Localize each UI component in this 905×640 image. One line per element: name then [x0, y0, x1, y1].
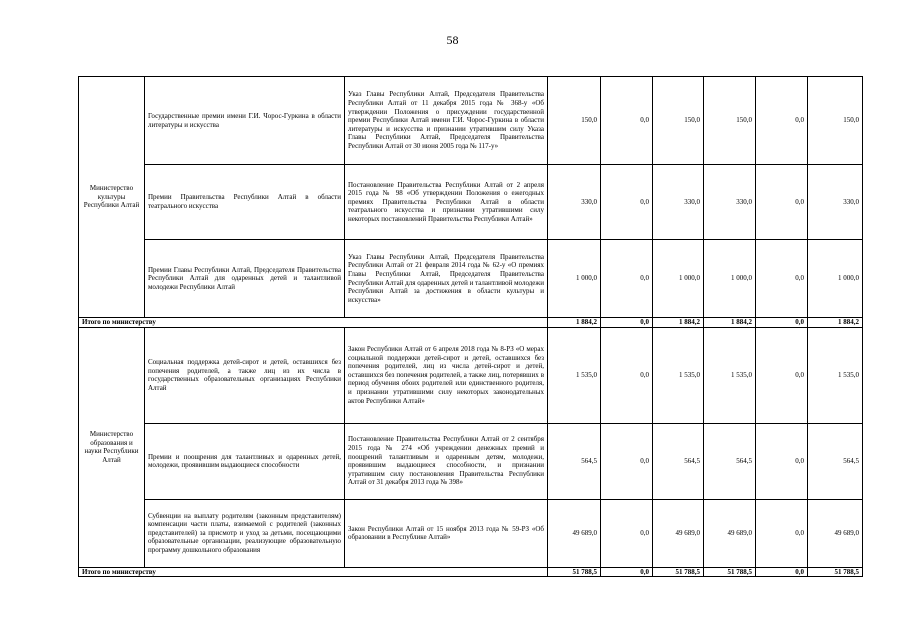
total-value: 0,0 — [756, 567, 808, 577]
total-value: 0,0 — [756, 318, 808, 328]
value-cell: 1 535,0 — [704, 327, 756, 423]
value-cell: 49 689,0 — [704, 499, 756, 567]
program-name: Премии и поощрения для талантливых и одаренных детей, молодежи, проявившим выдающиеся способности — [145, 423, 345, 499]
table-row — [79, 240, 863, 318]
value-cell: 0,0 — [601, 499, 653, 567]
page-number: 58 — [446, 33, 459, 47]
value-cell: 1 535,0 — [548, 327, 601, 423]
value-cell: 0,0 — [601, 327, 653, 423]
table-row — [79, 423, 863, 499]
legal-basis: Закон Республики Алтай от 15 ноября 2013 года № 59-РЗ «Об образовании в Республике Алтай» — [345, 499, 548, 567]
table-row — [79, 499, 863, 567]
value-cell: 0,0 — [756, 499, 808, 567]
total-value: 51 788,5 — [704, 567, 756, 577]
total-row — [79, 318, 863, 328]
value-cell: 0,0 — [756, 327, 808, 423]
value-cell: 0,0 — [601, 240, 653, 318]
value-cell: 0,0 — [601, 423, 653, 499]
table-row — [79, 77, 863, 165]
value-cell: 330,0 — [808, 165, 863, 240]
value-cell: 330,0 — [704, 165, 756, 240]
program-name: Субвенции на выплату родителям (законным представителям) компенсации части платы, взимаемой с родителей (законных представителей) за присмотр и уход за детьми, посещающими образовательные организации, реализующие образовательную программу дошкольного образования — [145, 499, 345, 567]
total-value: 1 884,2 — [808, 318, 863, 328]
total-value: 51 788,5 — [808, 567, 863, 577]
total-value: 0,0 — [601, 318, 653, 328]
total-value: 1 884,2 — [548, 318, 601, 328]
total-value: 51 788,5 — [548, 567, 601, 577]
value-cell: 1 000,0 — [548, 240, 601, 318]
value-cell: 150,0 — [704, 77, 756, 165]
total-label: Итого по министерству — [79, 318, 548, 328]
value-cell: 1 000,0 — [653, 240, 704, 318]
ministry-cell: Министерство культуры Республики Алтай — [79, 77, 145, 318]
value-cell: 150,0 — [548, 77, 601, 165]
total-label: Итого по министерству — [79, 567, 548, 577]
ministry-cell: Министерство образования и науки Республики Алтай — [79, 327, 145, 567]
value-cell: 0,0 — [756, 423, 808, 499]
legal-basis: Указ Главы Республики Алтай, Председателя Правительства Республики Алтай от 21 февраля 2014 года № 62-у «О премиях Главы Республики Алтай, Председателя Правительства Республики Алтай для одаренных детей и талантливой молодежи Республики Алтай за достижения в области культуры и искусства» — [345, 240, 548, 318]
value-cell: 1 000,0 — [704, 240, 756, 318]
table-row — [79, 165, 863, 240]
value-cell: 0,0 — [756, 77, 808, 165]
value-cell: 49 689,0 — [808, 499, 863, 567]
table-row — [79, 327, 863, 423]
value-cell: 1 000,0 — [808, 240, 863, 318]
total-value: 51 788,5 — [653, 567, 704, 577]
value-cell: 1 535,0 — [653, 327, 704, 423]
legal-basis: Закон Республики Алтай от 6 апреля 2018 года № 8-РЗ «О мерах социальной поддержки детей-сирот и детей, оставшихся без попечения родителей, лиц из числа детей-сирот и детей, оставшихся без попечения родителей, а также лиц, потерявших в период обучения обоих родителей или единственного родителя, и признании утратившими силу некоторых законодательных актов Республики Алтай» — [345, 327, 548, 423]
value-cell: 0,0 — [601, 165, 653, 240]
value-cell: 564,5 — [653, 423, 704, 499]
value-cell: 49 689,0 — [653, 499, 704, 567]
value-cell: 49 689,0 — [548, 499, 601, 567]
value-cell: 330,0 — [653, 165, 704, 240]
value-cell: 0,0 — [756, 240, 808, 318]
total-value: 1 884,2 — [653, 318, 704, 328]
value-cell: 1 535,0 — [808, 327, 863, 423]
total-value: 0,0 — [601, 567, 653, 577]
value-cell: 0,0 — [601, 77, 653, 165]
value-cell: 564,5 — [704, 423, 756, 499]
total-value: 1 884,2 — [704, 318, 756, 328]
value-cell: 564,5 — [548, 423, 601, 499]
program-name: Социальная поддержка детей-сирот и детей, оставшихся без попечения родителей, а также лиц из их числа в государственных образовательных организациях Республики Алтай — [145, 327, 345, 423]
value-cell: 0,0 — [756, 165, 808, 240]
legal-basis: Указ Главы Республики Алтай, Председателя Правительства Республики Алтай от 11 декабря 2015 года № 368-у «Об утверждении Положения о присуждении государственной премии Республики Алтай имени Г.И. Чорос-Гуркина в области литературы и искусства и признании утратившим силу Указа Главы Республики Алтай, Председателя Правительства Республики Алтай от 30 июня 2005 года № 117-у» — [345, 77, 548, 165]
value-cell: 564,5 — [808, 423, 863, 499]
budget-table — [78, 76, 863, 577]
value-cell: 330,0 — [548, 165, 601, 240]
value-cell: 150,0 — [653, 77, 704, 165]
program-name: Премии Главы Республики Алтай, Председателя Правительства Республики Алтай для одаренных детей и талантливой молодежи Республики Алтай — [145, 240, 345, 318]
program-name: Премии Правительства Республики Алтай в области театрального искусства — [145, 165, 345, 240]
program-name: Государственные премии имени Г.И. Чорос-Гуркина в области литературы и искусства — [145, 77, 345, 165]
value-cell: 150,0 — [808, 77, 863, 165]
legal-basis: Постановление Правительства Республики Алтай от 2 апреля 2015 года № 98 «Об утверждении Положения о ежегодных премиях Правительства Республики Алтай в области театрального искусства и признании утратившими силу некоторых постановлений Правительства Республики Алтай» — [345, 165, 548, 240]
total-row — [79, 567, 863, 577]
legal-basis: Постановление Правительства Республики Алтай от 2 сентября 2015 года № 274 «Об учреждении денежных премий и поощрений талантливым и одаренным детям, молодежи, проявившим выдающиеся способности, и признании утратившим силу постановления Правительства Республики Алтай от 31 декабря 2013 года № 398» — [345, 423, 548, 499]
